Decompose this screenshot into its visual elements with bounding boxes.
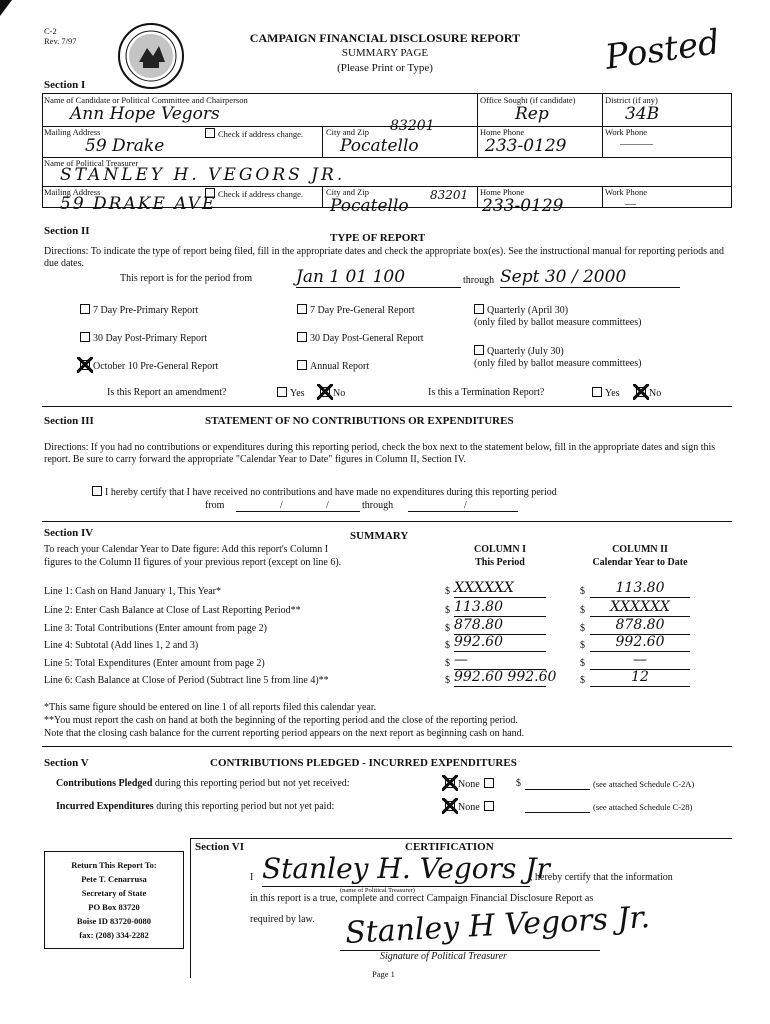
work-phone-label: Work Phone — [605, 127, 648, 137]
termination-yes[interactable]: Yes — [592, 387, 620, 400]
termination-question: Is this a Termination Report? — [428, 387, 545, 398]
return-address-line: Pete T. Cenarrusa — [81, 874, 147, 884]
incurred-none[interactable]: None — [445, 801, 497, 814]
column1-dollar: $ — [445, 640, 450, 651]
report-instruction: (Please Print or Type) — [337, 62, 433, 74]
summary-line-label: Line 3: Total Contributions (Enter amount from page 2) — [44, 623, 267, 634]
quarterly-april-checkbox[interactable] — [474, 304, 484, 314]
column2-subtitle: Calendar Year to Date — [592, 557, 688, 568]
incurred-schedule-note: (see attached Schedule C-28) — [593, 802, 693, 812]
summary-line-label: Line 5: Total Expenditures (Enter amount from page 2) — [44, 658, 265, 669]
pledged-text: Contributions Pledged during this reporting period but not yet received: — [56, 778, 350, 789]
termination-no[interactable]: No — [636, 387, 661, 400]
column2-dollar: $ — [580, 605, 585, 616]
column1-value[interactable]: XXXXXX — [454, 580, 546, 598]
period-from-value[interactable]: Jan 1 01 100 — [296, 267, 461, 288]
summary-line-label: Line 1: Cash on Hand January 1, This Year* — [44, 586, 222, 597]
treasurer-work-phone-value[interactable]: — — [625, 198, 636, 210]
district-value[interactable]: 34B — [625, 104, 660, 124]
section3-title: STATEMENT OF NO CONTRIBUTIONS OR EXPENDITURES — [205, 415, 514, 427]
district-label: District (if any) — [605, 95, 658, 105]
no-activity-through-field[interactable]: / — [408, 500, 518, 512]
cert-tail: , hereby certify that the information — [530, 872, 673, 883]
amendment-no-checkbox-checked[interactable] — [320, 387, 330, 397]
summary-line-label: Line 2: Enter Cash Balance at Close of Last Reporting Period** — [44, 605, 301, 616]
column2-value[interactable]: 878.80 — [590, 617, 690, 635]
period-through-label: through — [463, 275, 495, 286]
pledged-none-checkbox-checked[interactable] — [445, 778, 455, 788]
no-activity-from-label: from — [205, 500, 225, 511]
divider — [42, 521, 732, 522]
incurred-amount-checkbox[interactable] — [484, 801, 494, 811]
treasurer-city-value[interactable]: Pocatello — [330, 196, 409, 216]
termination-no-checkbox-checked[interactable] — [636, 387, 646, 397]
cert-line-2: in this report is a true, complete and correct Campaign Financial Disclosure Report as — [250, 893, 594, 904]
opt-quarterly-april[interactable]: Quarterly (April 30) — [474, 304, 568, 317]
oct10-checkbox-checked[interactable] — [80, 360, 90, 370]
post-primary-checkbox[interactable] — [80, 332, 90, 342]
summary-line-label: Line 6: Cash Balance at Close of Period (Subtract line 5 from line 4)** — [44, 675, 329, 686]
section4-heading: Section IV — [44, 527, 94, 539]
opt-post-primary[interactable]: 30 Day Post-Primary Report — [80, 332, 207, 345]
section1-heading: Section I — [44, 79, 86, 91]
treasurer-mailing-label: Mailing Address — [44, 187, 101, 197]
mailing-address-label: Mailing Address — [44, 127, 101, 137]
certifier-name-caption: (name of Political Treasurer) — [340, 887, 415, 894]
amendment-yes[interactable]: Yes — [277, 387, 305, 400]
summary-line-label: Line 4: Subtotal (Add lines 1, 2 and 3) — [44, 640, 199, 651]
treasurer-label: Name of Political Treasurer — [44, 158, 139, 168]
state-seal-icon — [117, 22, 185, 90]
treasurer-value[interactable]: STANLEY H. VEGORS JR. — [60, 165, 346, 185]
divider — [42, 406, 732, 407]
summary-intro-1: To reach your Calendar Year to Date figure: Add this report's Column I — [44, 544, 329, 555]
incurred-amount-field[interactable] — [525, 812, 590, 813]
column1-value[interactable]: 992.60 992.60 — [454, 669, 557, 685]
return-address-line: Boise ID 83720-0080 — [76, 916, 152, 926]
opt-quarterly-july[interactable]: Quarterly (July 30) — [474, 345, 564, 358]
cert-i: I — [250, 872, 254, 883]
column1-dollar: $ — [445, 675, 450, 686]
report-title: CAMPAIGN FINANCIAL DISCLOSURE REPORT — [249, 31, 521, 45]
treasurer-zip-value[interactable]: 83201 — [430, 188, 469, 202]
section5-heading: Section V — [44, 757, 89, 769]
city-zip-label: City and Zip — [326, 127, 369, 137]
zip-value[interactable]: 83201 — [390, 118, 435, 134]
posted-stamp: Posted — [602, 22, 723, 78]
treasurer-signature[interactable]: Stanley H Vegors Jr. — [344, 900, 651, 951]
address-change-check[interactable]: Check if address change. — [205, 128, 303, 139]
section3-directions: Directions: If you had no contributions or expenditures during this reporting period, check the box next to the statement below, fill in the appropriate dates and sign this report. Be sure to carry forward the appropriate "Calendar Year to Date" figures in Column II, Section IV. — [44, 442, 716, 465]
return-address-line: Secretary of State — [81, 888, 147, 898]
report-subtitle: SUMMARY PAGE — [341, 47, 429, 59]
incurred-none-checkbox-checked[interactable] — [445, 801, 455, 811]
opt-pre-primary[interactable]: 7 Day Pre-Primary Report — [80, 304, 198, 317]
column2-dollar: $ — [580, 675, 585, 686]
return-address — [44, 858, 184, 942]
period-to-value[interactable]: Sept 30 / 2000 — [500, 267, 680, 288]
column2-dollar: $ — [580, 640, 585, 651]
return-address-line: fax: (208) 334-2282 — [79, 930, 149, 940]
column2-dollar: $ — [580, 658, 585, 669]
amendment-no[interactable]: No — [320, 387, 345, 400]
address-change-checkbox[interactable] — [205, 128, 215, 138]
section5-title: CONTRIBUTIONS PLEDGED - INCURRED EXPENDITURES — [210, 757, 517, 769]
column2-dollar: $ — [580, 586, 585, 597]
period-prefix: This report is for the period from — [120, 273, 253, 284]
section2-heading: Section II — [44, 225, 90, 237]
column1-value[interactable]: — — [454, 652, 546, 670]
office-sought-value[interactable]: Rep — [515, 104, 549, 124]
form-rev: Rev. 7/97 — [44, 36, 77, 46]
signature-caption: Signature of Political Treasurer — [380, 951, 507, 962]
column2-dollar: $ — [580, 623, 585, 634]
no-activity-checkbox[interactable] — [92, 486, 102, 496]
divider — [190, 838, 191, 978]
column1-value[interactable]: 113.80 — [454, 599, 546, 617]
quarterly-july-checkbox[interactable] — [474, 345, 484, 355]
quarterly-july-note: (only filed by ballot measure committees) — [474, 358, 642, 369]
incurred-text: Incurred Expenditures during this reporting period but not yet paid: — [56, 801, 335, 812]
pledged-none[interactable]: None — [445, 778, 497, 791]
opt-oct10[interactable]: October 10 Pre-General Report — [80, 360, 218, 373]
pledged-dollar: $ — [516, 778, 521, 789]
amendment-question: Is this Report an amendment? — [107, 387, 227, 398]
candidate-name-label: Name of Candidate or Political Committee and Chairperson — [44, 95, 248, 105]
section2-directions: Directions: To indicate the type of report being filed, fill in the appropriate dates and check the appropriate box(es). See the instructional manual for reporting periods and due dates. — [44, 246, 724, 269]
opt-annual[interactable]: Annual Report — [297, 360, 369, 373]
pledged-amount-checkbox[interactable] — [484, 778, 494, 788]
column2-title: COLUMN II — [612, 544, 668, 555]
divider — [190, 838, 732, 839]
section6-heading: Section VI — [195, 841, 244, 853]
pledged-schedule-note: (see attached Schedule C-2A) — [593, 779, 695, 789]
treasurer-city-zip-label: City and Zip — [326, 187, 369, 197]
treasurer-home-phone-label: Home Phone — [480, 187, 525, 197]
treasurer-mailing-value[interactable]: 59 DRAKE AVE — [60, 194, 217, 214]
annual-checkbox[interactable] — [297, 360, 307, 370]
column1-title: COLUMN I — [474, 544, 526, 555]
pre-primary-checkbox[interactable] — [80, 304, 90, 314]
certification-title: CERTIFICATION — [405, 841, 494, 853]
column2-value[interactable]: XXXXXX — [590, 599, 690, 617]
home-phone-value[interactable]: 233-0129 — [485, 136, 567, 156]
opt-pre-general[interactable]: 7 Day Pre-General Report — [297, 304, 415, 317]
opt-post-general[interactable]: 30 Day Post-General Report — [297, 332, 424, 345]
type-of-report-title: TYPE OF REPORT — [330, 232, 426, 244]
office-sought-label: Office Sought (if candidate) — [480, 95, 576, 105]
column1-value[interactable]: 992.60 — [454, 634, 546, 652]
page-number: Page 1 — [372, 969, 395, 979]
corner-mark — [0, 0, 12, 16]
return-address-line: PO Box 83720 — [88, 902, 140, 912]
section3-heading: Section III — [44, 415, 94, 427]
divider — [42, 746, 732, 747]
treasurer-work-phone-label: Work Phone — [605, 187, 648, 197]
column2-value[interactable]: — — [590, 652, 690, 670]
return-address-line: Return This Report To: — [71, 860, 157, 870]
home-phone-label: Home Phone — [480, 127, 525, 137]
work-phone-value[interactable]: ——— — [620, 138, 653, 150]
summary-intro-2: figures to the Column II figures of your previous report (except on line 6). — [44, 557, 342, 568]
post-general-checkbox[interactable] — [297, 332, 307, 342]
amendment-yes-checkbox[interactable] — [277, 387, 287, 397]
column1-dollar: $ — [445, 623, 450, 634]
certifier-name-value[interactable]: Stanley H. Vegors Jr — [262, 852, 550, 885]
column1-subtitle: This Period — [475, 557, 525, 568]
pre-general-checkbox[interactable] — [297, 304, 307, 314]
column1-value[interactable]: 878.80 — [454, 617, 546, 635]
column1-dollar: $ — [445, 605, 450, 616]
no-activity-from-field[interactable]: / / — [236, 500, 360, 512]
city-value[interactable]: Pocatello — [340, 136, 419, 156]
treasurer-address-change-check[interactable]: Check if address change. — [205, 188, 303, 199]
cert-line-3: required by law. — [250, 914, 315, 925]
column1-dollar: $ — [445, 658, 450, 669]
column2-value[interactable]: 992.60 — [590, 634, 690, 652]
pledged-amount-field[interactable] — [525, 789, 590, 790]
column2-value[interactable]: 12 — [590, 669, 690, 687]
candidate-name-value[interactable]: Ann Hope Vegors — [70, 104, 220, 124]
column2-value[interactable]: 113.80 — [590, 580, 690, 598]
form-id: C-2 — [44, 26, 57, 36]
summary-title: SUMMARY — [350, 530, 409, 542]
mailing-address-value[interactable]: 59 Drake — [85, 136, 165, 156]
no-activity-certify[interactable]: I hereby certify that I have received no contributions and have made no expenditures during this reporting period — [92, 486, 557, 499]
summary-note-2: **You must report the cash on hand at both the beginning of the reporting period and the close of the reporting period. — [44, 715, 518, 726]
termination-yes-checkbox[interactable] — [592, 387, 602, 397]
no-activity-through-label: through — [362, 500, 394, 511]
treasurer-home-phone-value[interactable]: 233-0129 — [482, 196, 564, 216]
summary-note-1: *This same figure should be entered on line 1 of all reports filed this calendar year. — [44, 702, 377, 713]
column1-dollar: $ — [445, 586, 450, 597]
quarterly-april-note: (only filed by ballot measure committees) — [474, 317, 642, 328]
summary-note-3: Note that the closing cash balance for the current reporting period appears on the next report as beginning cash on hand. — [44, 728, 525, 739]
